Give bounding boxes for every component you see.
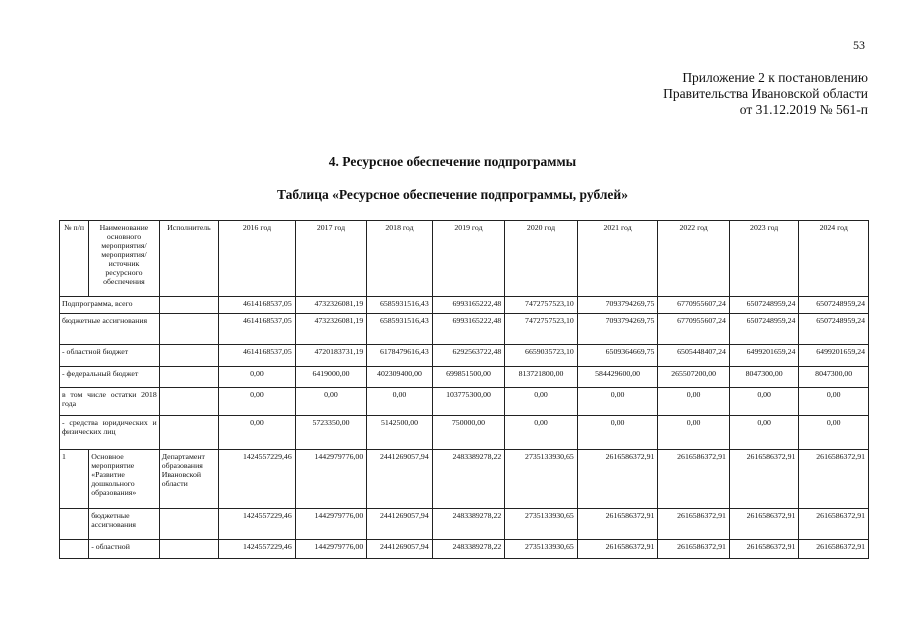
cell-value: 0,00 <box>577 388 658 416</box>
cell-value: 1424557229,46 <box>219 450 296 509</box>
appendix-line-3: от 31.12.2019 № 561-п <box>739 102 868 117</box>
cell-value: 1424557229,46 <box>219 509 296 540</box>
table-row <box>60 388 869 416</box>
cell-value: 7472757523,10 <box>505 314 578 345</box>
cell-value: 5142500,00 <box>367 416 432 450</box>
header-year: 2019 год <box>432 221 505 297</box>
cell-value: 4614168537,05 <box>219 314 296 345</box>
cell-value: 750000,00 <box>432 416 505 450</box>
appendix-line-2: Правительства Ивановской области <box>663 86 868 101</box>
resource-table <box>59 220 869 559</box>
cell-value: 2616586372,91 <box>799 450 869 509</box>
cell-value: 6178479616,43 <box>367 345 432 367</box>
activity-num: 1 <box>60 450 89 509</box>
cell-value: 8047300,00 <box>799 367 869 388</box>
row-label: бюджетные ассигнования <box>60 314 160 345</box>
cell-value: 699851500,00 <box>432 367 505 388</box>
cell-value: 6993165222,48 <box>432 314 505 345</box>
cell-value: 1442979776,00 <box>295 450 367 509</box>
cell-value: 7093794269,75 <box>577 297 658 314</box>
cell-value: 2616586372,91 <box>729 450 799 509</box>
cell-value: 0,00 <box>658 388 730 416</box>
cell-value: 6419000,00 <box>295 367 367 388</box>
cell-value: 7472757523,10 <box>505 297 578 314</box>
cell-value: 2616586372,91 <box>799 540 869 559</box>
row-num <box>60 540 89 559</box>
cell-value: 0,00 <box>219 388 296 416</box>
appendix-header <box>663 70 868 118</box>
cell-value: 6499201659,24 <box>729 345 799 367</box>
cell-value: 0,00 <box>219 367 296 388</box>
cell-value: 2616586372,91 <box>799 509 869 540</box>
cell-value: 813721800,00 <box>505 367 578 388</box>
row-label: - федеральный бюджет <box>60 367 160 388</box>
header-num: № п/п <box>60 221 89 297</box>
table-title: Таблица «Ресурсное обеспечение подпрограммы, рублей» <box>277 187 628 202</box>
cell-value: 2483389278,22 <box>432 540 505 559</box>
cell-value: 2441269057,94 <box>367 450 432 509</box>
header-year: 2017 год <box>295 221 367 297</box>
header-executor: Исполнитель <box>159 221 218 297</box>
cell-value: 0,00 <box>219 416 296 450</box>
cell-value: 6507248959,24 <box>729 314 799 345</box>
cell-value: 4614168537,05 <box>219 345 296 367</box>
cell-value: 0,00 <box>799 388 869 416</box>
cell-value: 7093794269,75 <box>577 314 658 345</box>
cell-value: 402309400,00 <box>367 367 432 388</box>
cell-value: 6993165222,48 <box>432 297 505 314</box>
row-executor <box>159 416 218 450</box>
cell-value: 1442979776,00 <box>295 540 367 559</box>
cell-value: 0,00 <box>367 388 432 416</box>
cell-value: 6507248959,24 <box>799 314 869 345</box>
cell-value: 6659035723,10 <box>505 345 578 367</box>
cell-value: 2616586372,91 <box>577 540 658 559</box>
cell-value: 2616586372,91 <box>577 509 658 540</box>
row-executor <box>159 345 218 367</box>
cell-value: 2616586372,91 <box>658 450 730 509</box>
cell-value: 6770955607,24 <box>658 297 730 314</box>
row-executor <box>159 314 218 345</box>
table-row <box>60 540 869 559</box>
row-executor <box>159 388 218 416</box>
row-executor <box>159 297 218 314</box>
cell-value: 265507200,00 <box>658 367 730 388</box>
cell-value: 2441269057,94 <box>367 509 432 540</box>
cell-value: 0,00 <box>729 416 799 450</box>
table-row <box>60 450 869 509</box>
cell-value: 4720183731,19 <box>295 345 367 367</box>
cell-value: 0,00 <box>729 388 799 416</box>
cell-value: 2616586372,91 <box>658 540 730 559</box>
cell-value: 2483389278,22 <box>432 450 505 509</box>
cell-value: 103775300,00 <box>432 388 505 416</box>
cell-value: 6585931516,43 <box>367 297 432 314</box>
header-year: 2024 год <box>799 221 869 297</box>
activity-name: Основное мероприятие «Развитие дошкольного образования» <box>89 450 160 509</box>
cell-value: 2616586372,91 <box>729 540 799 559</box>
cell-value: 2735133930,65 <box>505 450 578 509</box>
row-label: в том числе остатки 2018 года <box>60 388 160 416</box>
cell-value: 0,00 <box>295 388 367 416</box>
cell-value: 1442979776,00 <box>295 509 367 540</box>
cell-value: 6585931516,43 <box>367 314 432 345</box>
row-label: - областной <box>89 540 160 559</box>
cell-value: 8047300,00 <box>729 367 799 388</box>
row-num <box>60 509 89 540</box>
table-row <box>60 367 869 388</box>
table-row <box>60 345 869 367</box>
cell-value: 6292563722,48 <box>432 345 505 367</box>
table-header-row <box>60 221 869 297</box>
header-year: 2018 год <box>367 221 432 297</box>
section-title: 4. Ресурсное обеспечение подпрограммы <box>328 154 577 169</box>
cell-value: 2616586372,91 <box>658 509 730 540</box>
row-label: Подпрограмма, всего <box>60 297 160 314</box>
cell-value: 2616586372,91 <box>577 450 658 509</box>
row-executor <box>159 540 218 559</box>
cell-value: 0,00 <box>658 416 730 450</box>
row-executor <box>159 509 218 540</box>
cell-value: 0,00 <box>505 388 578 416</box>
cell-value: 2616586372,91 <box>729 509 799 540</box>
cell-value: 4732326081,19 <box>295 314 367 345</box>
row-label: - средства юридических и физических лиц <box>60 416 160 450</box>
cell-value: 6507248959,24 <box>729 297 799 314</box>
header-name: Наименование основного мероприятия/мероприятия/источник ресурсного обеспечения <box>89 221 160 297</box>
activity-executor: Департамент образования Ивановской области <box>159 450 218 509</box>
cell-value: 2735133930,65 <box>505 509 578 540</box>
table-row <box>60 297 869 314</box>
row-label: - областной бюджет <box>60 345 160 367</box>
cell-value: 6509364669,75 <box>577 345 658 367</box>
page-number: 53 <box>853 38 865 52</box>
cell-value: 0,00 <box>505 416 578 450</box>
table-row <box>60 509 869 540</box>
cell-value: 0,00 <box>577 416 658 450</box>
header-year: 2020 год <box>505 221 578 297</box>
cell-value: 6499201659,24 <box>799 345 869 367</box>
cell-value: 584429600,00 <box>577 367 658 388</box>
cell-value: 4732326081,19 <box>295 297 367 314</box>
cell-value: 2483389278,22 <box>432 509 505 540</box>
header-year: 2016 год <box>219 221 296 297</box>
cell-value: 6770955607,24 <box>658 314 730 345</box>
cell-value: 2441269057,94 <box>367 540 432 559</box>
row-label: бюджетные ассигнования <box>89 509 160 540</box>
cell-value: 1424557229,46 <box>219 540 296 559</box>
cell-value: 2735133930,65 <box>505 540 578 559</box>
cell-value: 5723350,00 <box>295 416 367 450</box>
header-year: 2023 год <box>729 221 799 297</box>
cell-value: 0,00 <box>799 416 869 450</box>
cell-value: 4614168537,05 <box>219 297 296 314</box>
header-year: 2021 год <box>577 221 658 297</box>
cell-value: 6505448407,24 <box>658 345 730 367</box>
table-row <box>60 314 869 345</box>
header-year: 2022 год <box>658 221 730 297</box>
table-row <box>60 416 869 450</box>
row-executor <box>159 367 218 388</box>
appendix-line-1: Приложение 2 к постановлению <box>682 70 868 85</box>
cell-value: 6507248959,24 <box>799 297 869 314</box>
